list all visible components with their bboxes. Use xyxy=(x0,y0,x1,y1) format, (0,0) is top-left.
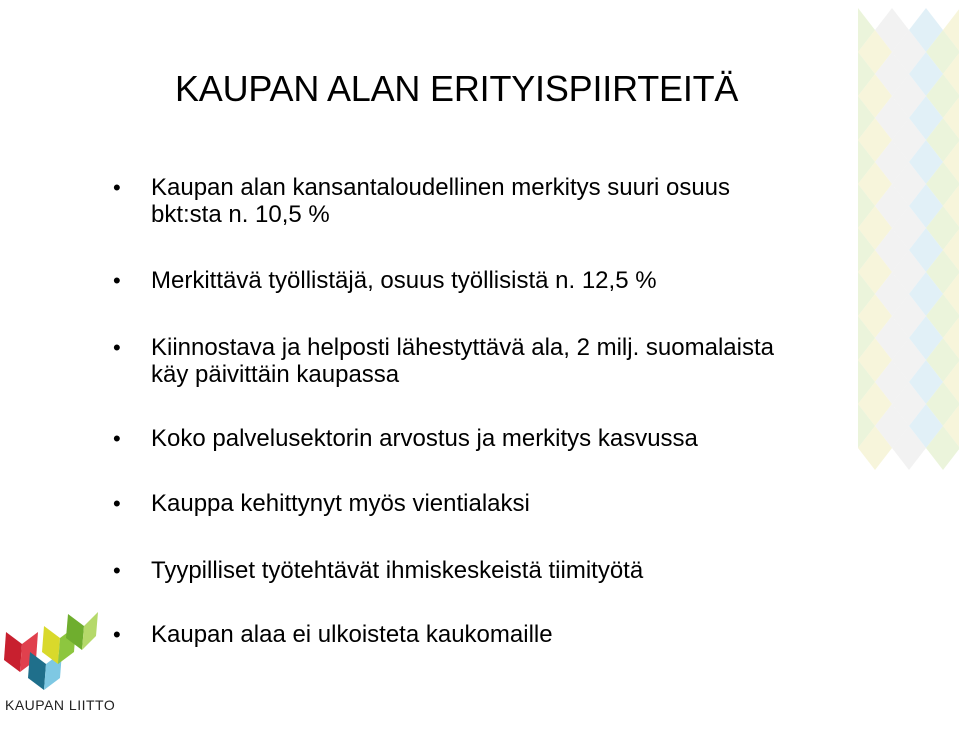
bullet-dot: • xyxy=(113,622,121,647)
logo-shape-red xyxy=(4,632,22,672)
logo-text: KAUPAN LIITTO xyxy=(5,697,116,713)
kaupan-liitto-logo-mark xyxy=(0,604,120,739)
logo-shape-teal xyxy=(28,652,46,690)
decorative-pattern xyxy=(858,0,959,739)
bullet-text: Tyypilliset työtehtävät ihmiskeskeistä tiimityötä xyxy=(151,557,644,584)
bullet-text: Kauppa kehittynyt myös vientialaksi xyxy=(151,490,530,517)
bullet-line: Kaupan alan kansantaloudellinen merkitys suuri osuus xyxy=(151,174,731,201)
logo-shape-yellow xyxy=(42,626,60,664)
bullet-text: Kaupan alaa ei ulkoisteta kaukomaille xyxy=(151,621,553,648)
bullet-text xyxy=(151,334,851,388)
bullet-dot: • xyxy=(113,268,121,293)
slide-title: KAUPAN ALAN ERITYISPIIRTEITÄ xyxy=(175,68,739,109)
bullet-line: bkt:sta n. 10,5 % xyxy=(151,201,330,228)
bullet-text: Merkittävä työllistäjä, osuus työllisistä n. 12,5 % xyxy=(151,267,657,294)
logo-shape-lightgreen xyxy=(82,612,98,650)
bullet-text: Koko palvelusektorin arvostus ja merkitys kasvussa xyxy=(151,425,698,452)
bullet-dot: • xyxy=(113,558,121,583)
bullet-text xyxy=(151,174,851,228)
bullet-dot: • xyxy=(113,426,121,451)
bullet-dot: • xyxy=(113,175,121,200)
bullet-dot: • xyxy=(113,491,121,516)
bullet-line: Kiinnostava ja helposti lähestyttävä ala, 2 milj. suomalaista xyxy=(151,334,774,361)
bullet-dot: • xyxy=(113,335,121,360)
bullet-line: käy päivittäin kaupassa xyxy=(151,361,400,388)
